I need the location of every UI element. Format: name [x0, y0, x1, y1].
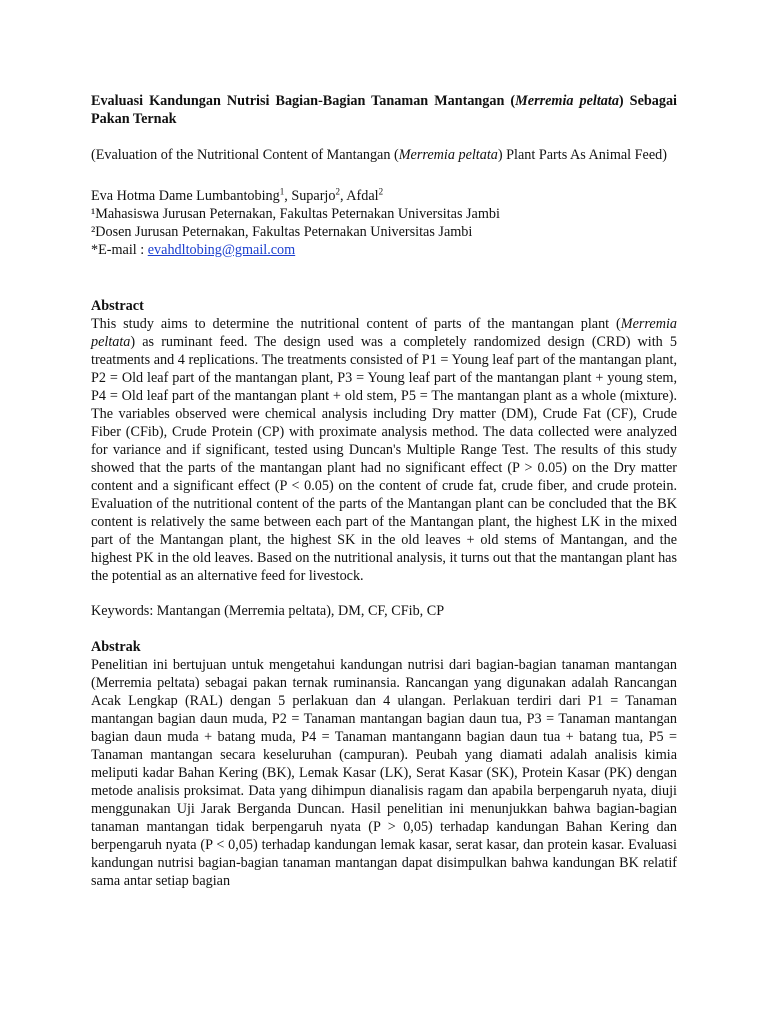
email-line: *E-mail : evahdltobing@gmail.com	[91, 242, 296, 258]
email-link[interactable]: evahdltobing@gmail.com	[147, 242, 296, 258]
abstract-english	[91, 297, 677, 585]
paper-page	[91, 92, 677, 890]
title-species: Merremia peltata	[515, 93, 619, 109]
abstract-heading: Abstract	[91, 298, 144, 314]
subtitle-species: Merremia peltata	[398, 147, 498, 163]
abstrak-heading: Abstrak	[91, 639, 141, 655]
abstrak-body: Penelitian ini bertujuan untuk mengetahui kandungan nutrisi dari bagian-bagian tanaman mantangan (Merremia peltata) sebagai pakan ternak ruminansia. Rancangan yang digunakan adalah Rancangan Acak Lengkap (RAL) dengan 5 perlakuan dan 4 ulangan. Perlakuan terdiri dari P1 = Tanaman mantangan bagian daun muda, P2 = Tanaman mantangan bagian daun tua, P3 = Tanaman mantangan bagian daun muda + batang muda, P4 = Tanaman mantangann bagian daun tua + batang tua, P5 = Tanaman mantangan secara keseluruhan (campuran). Peubah yang diamati adalah analisis kimia meliputi kadar Bahan Kering (BK), Lemak Kasar (LK), Serat Kasar (SK), Protein Kasar (PK) dengan metode analisis proksimat. Data yang dihimpun dianalisis ragam dan apabila berpengaruh nyata, diuji menggunakan Uji Jarak Berganda Duncan. Hasil penelitian ini menunjukkan bahwa bagian-bagian tanaman mantangan tidak berpengaruh nyata (P > 0,05) terhadap kandungan Bahan Kering dan berpengaruh nyata (P < 0,05) terhadap kandungan lemak kasar, serat kasar, dan protein kasar. Evaluasi kandungan nutrisi bagian-bagian tanaman mantangan dapat disimpulkan bahwa kandungan BK relatif sama antar setiap bagian	[91, 657, 677, 889]
abstract-indonesian	[91, 638, 677, 890]
paper-title: Evaluasi Kandungan Nutrisi Bagian-Bagian Tanaman Mantangan (Merremia peltata) Sebagai Pakan Ternak	[91, 93, 677, 127]
author-names: Eva Hotma Dame Lumbantobing$^1$, Suparjo$^2$, Afdal$^2$	[91, 186, 384, 204]
abstract-body: This study aims to determine the nutritional content of parts of the mantangan plant (Merremia peltata) as ruminant feed. The design used was a completely randomized design (CRD) with 5 treatments and 4 replications. The treatments consisted of P1 = Young leaf part of the mantangan plant, P2 = Old leaf part of the mantangan plant, P3 = Young leaf part of the mantangan plant + young stem, P4 = Old leaf part of the mantangan plant + old stem, P5 = The mantangan plant as a whole (mixture). The variables observed were chemical analysis including Dry matter (DM), Crude Fat (CF), Crude Fiber (CFib), Crude Protein (CP) with proximate analysis method. The data collected were analyzed for variance and if significant, tested using Duncan's Multiple Range Test. The results of this study showed that the parts of the mantangan plant had no significant effect (P > 0.05) on the Dry matter content and a significant effect (P < 0.05) on the content of crude fat, crude fiber, and crude protein. Evaluation of the nutritional content of the parts of the Mantangan plant can be concluded that the BK content is relatively the same between each part of the Mantangan plant, the highest LK in the mixed part of the Mantangan plant, the highest SK in the old leaves + old stems of Mantangan, and the highest PK in the old leaves. Based on the nutritional analysis, it turns out that the mantangan plant has the potential as an alternative feed for livestock.	[91, 316, 677, 584]
keywords: Keywords: Mantangan (Merremia peltata), DM, CF, CFib, CP	[91, 603, 445, 619]
author-block	[91, 187, 677, 259]
abstract-species: Merremia peltata	[91, 316, 677, 350]
affiliation-1: ¹Mahasiswa Jurusan Peternakan, Fakultas Peternakan Universitas Jambi	[91, 206, 500, 222]
paper-subtitle-english: (Evaluation of the Nutritional Content of Mantangan (Merremia peltata) Plant Parts As Animal Feed)	[91, 147, 667, 163]
affiliation-2: ²Dosen Jurusan Peternakan, Fakultas Peternakan Universitas Jambi	[91, 224, 473, 240]
